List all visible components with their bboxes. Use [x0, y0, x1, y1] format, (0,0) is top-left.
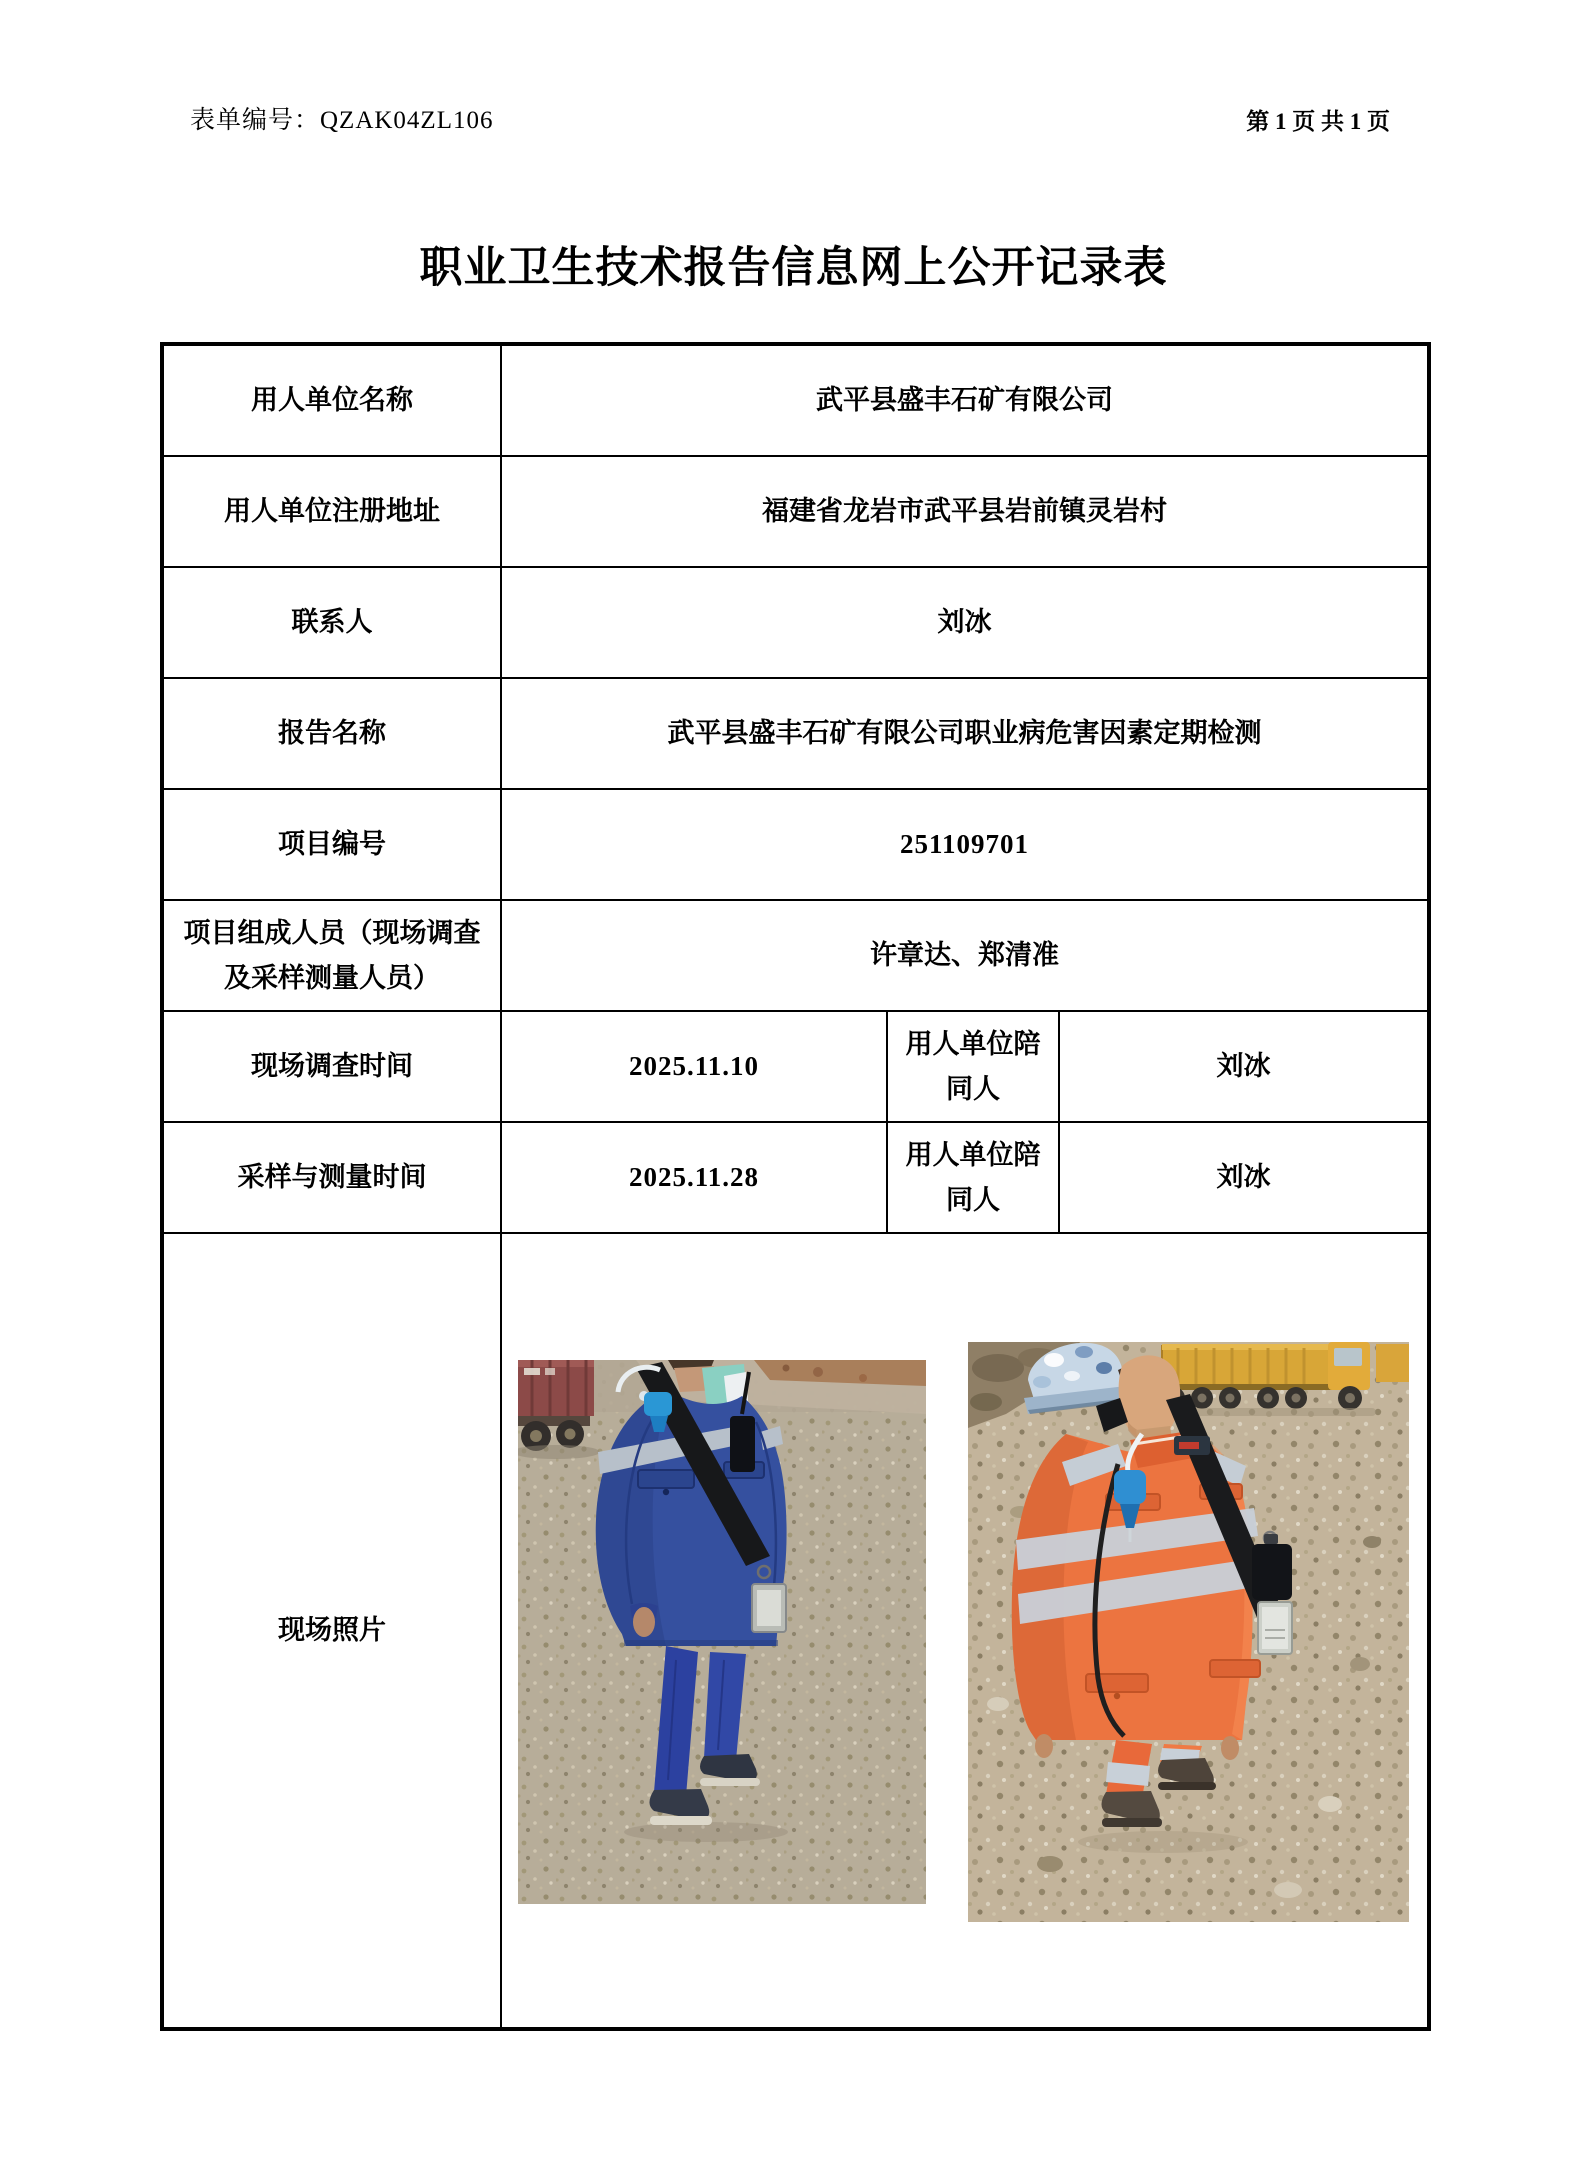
row-date: 2025.11.10	[501, 1011, 887, 1122]
button	[663, 1489, 669, 1495]
rock-shadow	[970, 1393, 1002, 1411]
table-row	[162, 344, 1429, 456]
brand-logo	[1179, 1442, 1199, 1449]
companion-label: 用人单位陪同人	[887, 1122, 1059, 1233]
rock	[859, 1374, 867, 1382]
leg-stripe	[1106, 1762, 1150, 1786]
site-photo-worker-blue-uniform	[518, 1360, 926, 1904]
stone	[1318, 1796, 1342, 1812]
radio-body	[730, 1416, 755, 1472]
rock	[813, 1367, 823, 1377]
record-table	[160, 342, 1431, 2031]
sampling-pump	[1252, 1544, 1292, 1600]
photo-row-label: 现场照片	[162, 1233, 501, 2029]
row-value: 武平县盛丰石矿有限公司职业病危害因素定期检测	[501, 678, 1429, 789]
page-indicator: 第 1 页 共 1 页	[1246, 109, 1390, 134]
photo-row	[162, 1233, 1429, 2029]
sampler-head	[644, 1392, 672, 1416]
photo-cell	[501, 1233, 1429, 2029]
camo-spot	[1033, 1376, 1051, 1388]
row-value: 251109701	[501, 789, 1429, 900]
boot-sole	[1158, 1782, 1216, 1790]
rock	[783, 1365, 790, 1372]
hand	[1221, 1736, 1239, 1760]
rock-shadow	[972, 1354, 1024, 1382]
table-row	[162, 567, 1429, 678]
ground-shadow	[1078, 1831, 1248, 1853]
row-value: 武平县盛丰石矿有限公司	[501, 344, 1429, 456]
companion-value: 刘冰	[1059, 1122, 1429, 1233]
camo-spot	[1096, 1362, 1112, 1374]
hip-badge-inner	[757, 1590, 781, 1626]
row-label: 采样与测量时间	[162, 1122, 501, 1233]
row-value: 刘冰	[501, 567, 1429, 678]
row-label: 用人单位名称	[162, 344, 501, 456]
form-number: 表单编号：QZAK04ZL106	[190, 107, 494, 134]
document-title: 职业卫生技术报告信息网上公开记录表	[419, 245, 1168, 292]
jacket-hem	[624, 1640, 778, 1646]
camo-spot	[1075, 1346, 1093, 1358]
table-row	[162, 456, 1429, 567]
face	[1119, 1355, 1181, 1440]
shoe-sole	[700, 1778, 760, 1786]
chest-pocket	[638, 1470, 694, 1488]
table-row	[162, 789, 1429, 900]
row-label: 联系人	[162, 567, 501, 678]
hip-badge-inner	[1262, 1607, 1288, 1649]
pump-clip	[1264, 1534, 1278, 1544]
row-value: 许章达、郑清准	[501, 900, 1429, 1011]
row-date: 2025.11.28	[501, 1122, 887, 1233]
row-label: 现场调查时间	[162, 1011, 501, 1122]
row-label: 用人单位注册地址	[162, 456, 501, 567]
camo-spot	[1064, 1371, 1080, 1381]
table-row	[162, 1122, 1429, 1233]
boot-sole	[1102, 1818, 1162, 1827]
table-row	[162, 1011, 1429, 1122]
stone	[1274, 1882, 1302, 1898]
shoe-sole	[650, 1816, 712, 1825]
row-label: 项目组成人员（现场调查及采样测量人员）	[162, 900, 501, 1011]
row-label: 报告名称	[162, 678, 501, 789]
table-row	[162, 900, 1429, 1011]
stone	[1363, 1536, 1381, 1548]
table-row	[162, 678, 1429, 789]
row-value: 福建省龙岩市武平县岩前镇灵岩村	[501, 456, 1429, 567]
stone	[987, 1697, 1009, 1711]
hand	[633, 1607, 655, 1637]
hand	[1035, 1734, 1053, 1758]
site-photo-worker-orange-uniform	[968, 1342, 1409, 1922]
companion-value: 刘冰	[1059, 1011, 1429, 1122]
sampler-head	[1114, 1470, 1146, 1504]
stone	[1037, 1856, 1063, 1872]
lower-pocket	[1086, 1674, 1148, 1692]
button	[1114, 1693, 1120, 1699]
stone	[1350, 1657, 1370, 1671]
camo-spot	[1044, 1353, 1064, 1367]
companion-label: 用人单位陪同人	[887, 1011, 1059, 1122]
lower-pocket	[1210, 1660, 1260, 1677]
row-label: 项目编号	[162, 789, 501, 900]
